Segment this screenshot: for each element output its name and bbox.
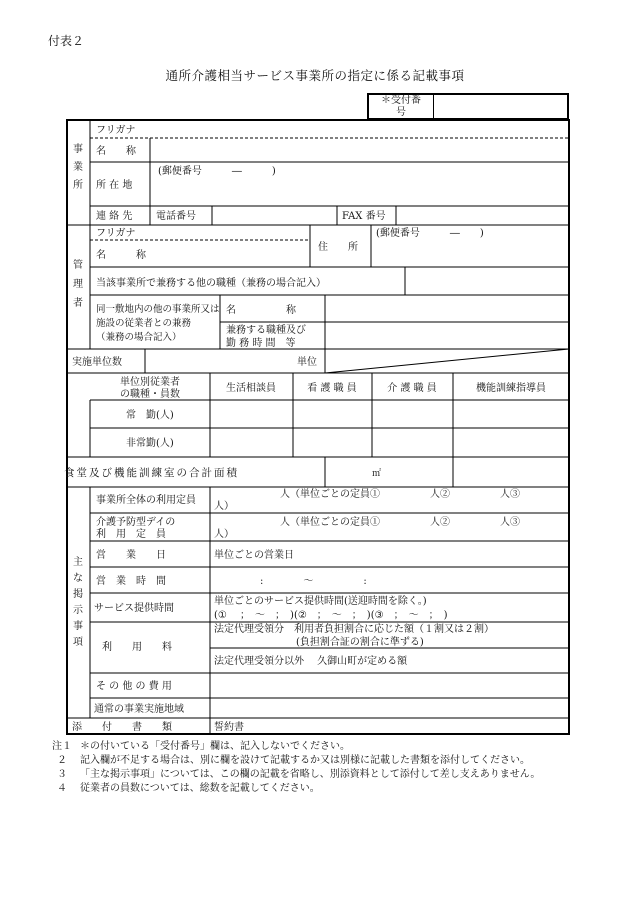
staff-col-nurse: 看 護 職 員 <box>307 383 357 394</box>
staff-fulltime-label: 常 勤(人) <box>126 410 174 421</box>
office-tel-label: 電話番号 <box>156 211 196 222</box>
staff-parttime-label: 非常勤(人) <box>126 438 174 449</box>
hours-value: : 〜 : <box>260 576 367 587</box>
office-section-char-1: 事 <box>73 144 83 155</box>
notices-section-char-3: 掲 <box>73 589 83 600</box>
manager-name-label: 名 称 <box>96 250 146 261</box>
fee-label: 利 用 料 <box>102 642 172 653</box>
capacity-all-label: 事業所全体の利用定員 <box>96 495 196 506</box>
manager-address-label: 住 所 <box>318 242 358 253</box>
concurrent-label-line3: （兼務の場合記入） <box>96 332 182 343</box>
footnote-4 <box>48 782 588 796</box>
staff-col-trainer: 機能訓練指導員 <box>476 383 546 394</box>
fee-value-line2: (負担割合証の割合に準ずる) <box>296 637 424 648</box>
days-label: 営 業 日 <box>96 550 166 561</box>
footnote-2-num: ２ <box>57 755 67 766</box>
manager-section-char-3: 者 <box>73 298 83 309</box>
staff-col-caregiver: 介 護 職 員 <box>387 383 437 394</box>
footnote-3 <box>48 768 588 782</box>
office-contact-label: 連 絡 先 <box>96 211 133 222</box>
appendix-label: 付表２ <box>48 34 85 48</box>
staff-header-line2: の職種・員数 <box>120 389 180 400</box>
form-title: 通所介護相当サービス事業所の指定に係る記載事項 <box>165 68 465 83</box>
notices-section-char-4: 示 <box>73 605 83 616</box>
footnote-4-text: 従業者の員数については、総数を記載してください。 <box>80 783 320 794</box>
concurrent-name-label: 名 称 <box>226 305 296 316</box>
concurrent-label-line1: 同一敷地内の他の事業所又は <box>96 304 220 315</box>
attachments-label: 添 付 書 類 <box>72 722 172 733</box>
area-unit: ㎡ <box>372 469 382 479</box>
footnote-1-text: ＊の付いている「受付番号」欄は、記入しないでください。 <box>80 741 350 752</box>
office-postal-label: (郵便番号 ― ) <box>158 166 276 177</box>
staff-col-counselor: 生活相談員 <box>226 383 276 394</box>
office-section-char-3: 所 <box>73 180 83 191</box>
footnote-2 <box>48 754 588 768</box>
concurrent-job-line1: 兼務する職種及び <box>226 325 306 336</box>
service-hours-value-line2: (① ； 〜 ； )(② ； 〜 ； )(③ ； 〜 ； ) <box>214 610 448 621</box>
notices-section-char-1: 主 <box>73 557 83 568</box>
other-costs-label: そ の 他 の 費 用 <box>96 681 172 692</box>
footnote-1-num: 注１ <box>52 741 72 752</box>
notices-section-char-2: な <box>73 573 83 584</box>
attachments-value: 誓約書 <box>214 722 244 733</box>
office-furigana-label: フリガナ <box>96 125 136 136</box>
receipt-label-line2: 号 <box>396 106 406 118</box>
office-fax-label: FAX 番号 <box>342 211 386 222</box>
days-value: 単位ごとの営業日 <box>214 550 294 561</box>
office-section-char-2: 業 <box>73 162 83 173</box>
footnote-3-text: 「主な掲示事項」については、この欄の記載を省略し、別添資料として添付して差し支えありません。 <box>80 769 541 780</box>
footnote-3-num: ３ <box>57 769 67 780</box>
capacity-prev-value-line1: 人（単位ごとの定員① 人② 人③ <box>280 517 520 528</box>
footnotes <box>48 740 588 796</box>
area-label: 食堂及び機能訓練室の合計面積 <box>64 467 239 479</box>
footnote-4-num: ４ <box>57 783 67 794</box>
footnote-2-text: 記入欄が不足する場合は、別に欄を設けて記載するか又は別様に記載した書類を添付してください。 <box>80 755 530 766</box>
capacity-prev-label-line1: 介護予防型デイの <box>96 517 176 528</box>
concurrent-job-line2: 勤 務 時 間 等 <box>226 338 296 349</box>
units-unit: 単位 <box>297 357 317 368</box>
capacity-all-value-line1: 人（単位ごとの定員① 人② 人③ <box>280 489 520 500</box>
service-hours-value-line1: 単位ごとのサービス提供時間(送迎時間を除く。) <box>214 596 427 607</box>
capacity-prev-label-line2: 利 用 定 員 <box>96 529 166 540</box>
staff-header-line1: 単位別従業者 <box>120 377 180 388</box>
notices-section-char-6: 項 <box>73 637 83 648</box>
units-label: 実施単位数 <box>72 357 122 368</box>
manager-other-job-label: 当該事業所で兼務する他の職種（兼務の場合記入） <box>96 278 326 289</box>
manager-postal-label: (郵便番号 ― ) <box>376 228 484 239</box>
notices-section-char-5: 事 <box>73 621 83 632</box>
service-hours-label: サービス提供時間 <box>94 603 174 614</box>
manager-section-char-1: 管 <box>73 260 83 271</box>
capacity-all-value-line2: 人） <box>214 501 234 512</box>
fee-value-line1: 法定代理受領分 利用者負担割合に応じた額（１割又は２割） <box>214 624 494 635</box>
manager-section-char-2: 理 <box>73 279 83 290</box>
fee-value-line3: 法定代理受領分以外 久御山町が定める額 <box>214 656 408 667</box>
service-area-label: 通常の事業実施地域 <box>94 704 184 715</box>
concurrent-label-line2: 施設の従業者との兼務 <box>96 318 192 329</box>
manager-furigana-label: フリガナ <box>96 228 136 239</box>
hours-label: 営 業 時 間 <box>96 576 166 587</box>
footnote-1 <box>48 740 588 754</box>
office-address-label: 所 在 地 <box>96 180 133 191</box>
receipt-label-line1: ＊受付番 <box>381 94 421 106</box>
office-name-label: 名 称 <box>96 146 136 157</box>
capacity-prev-value-line2: 人） <box>214 529 234 540</box>
